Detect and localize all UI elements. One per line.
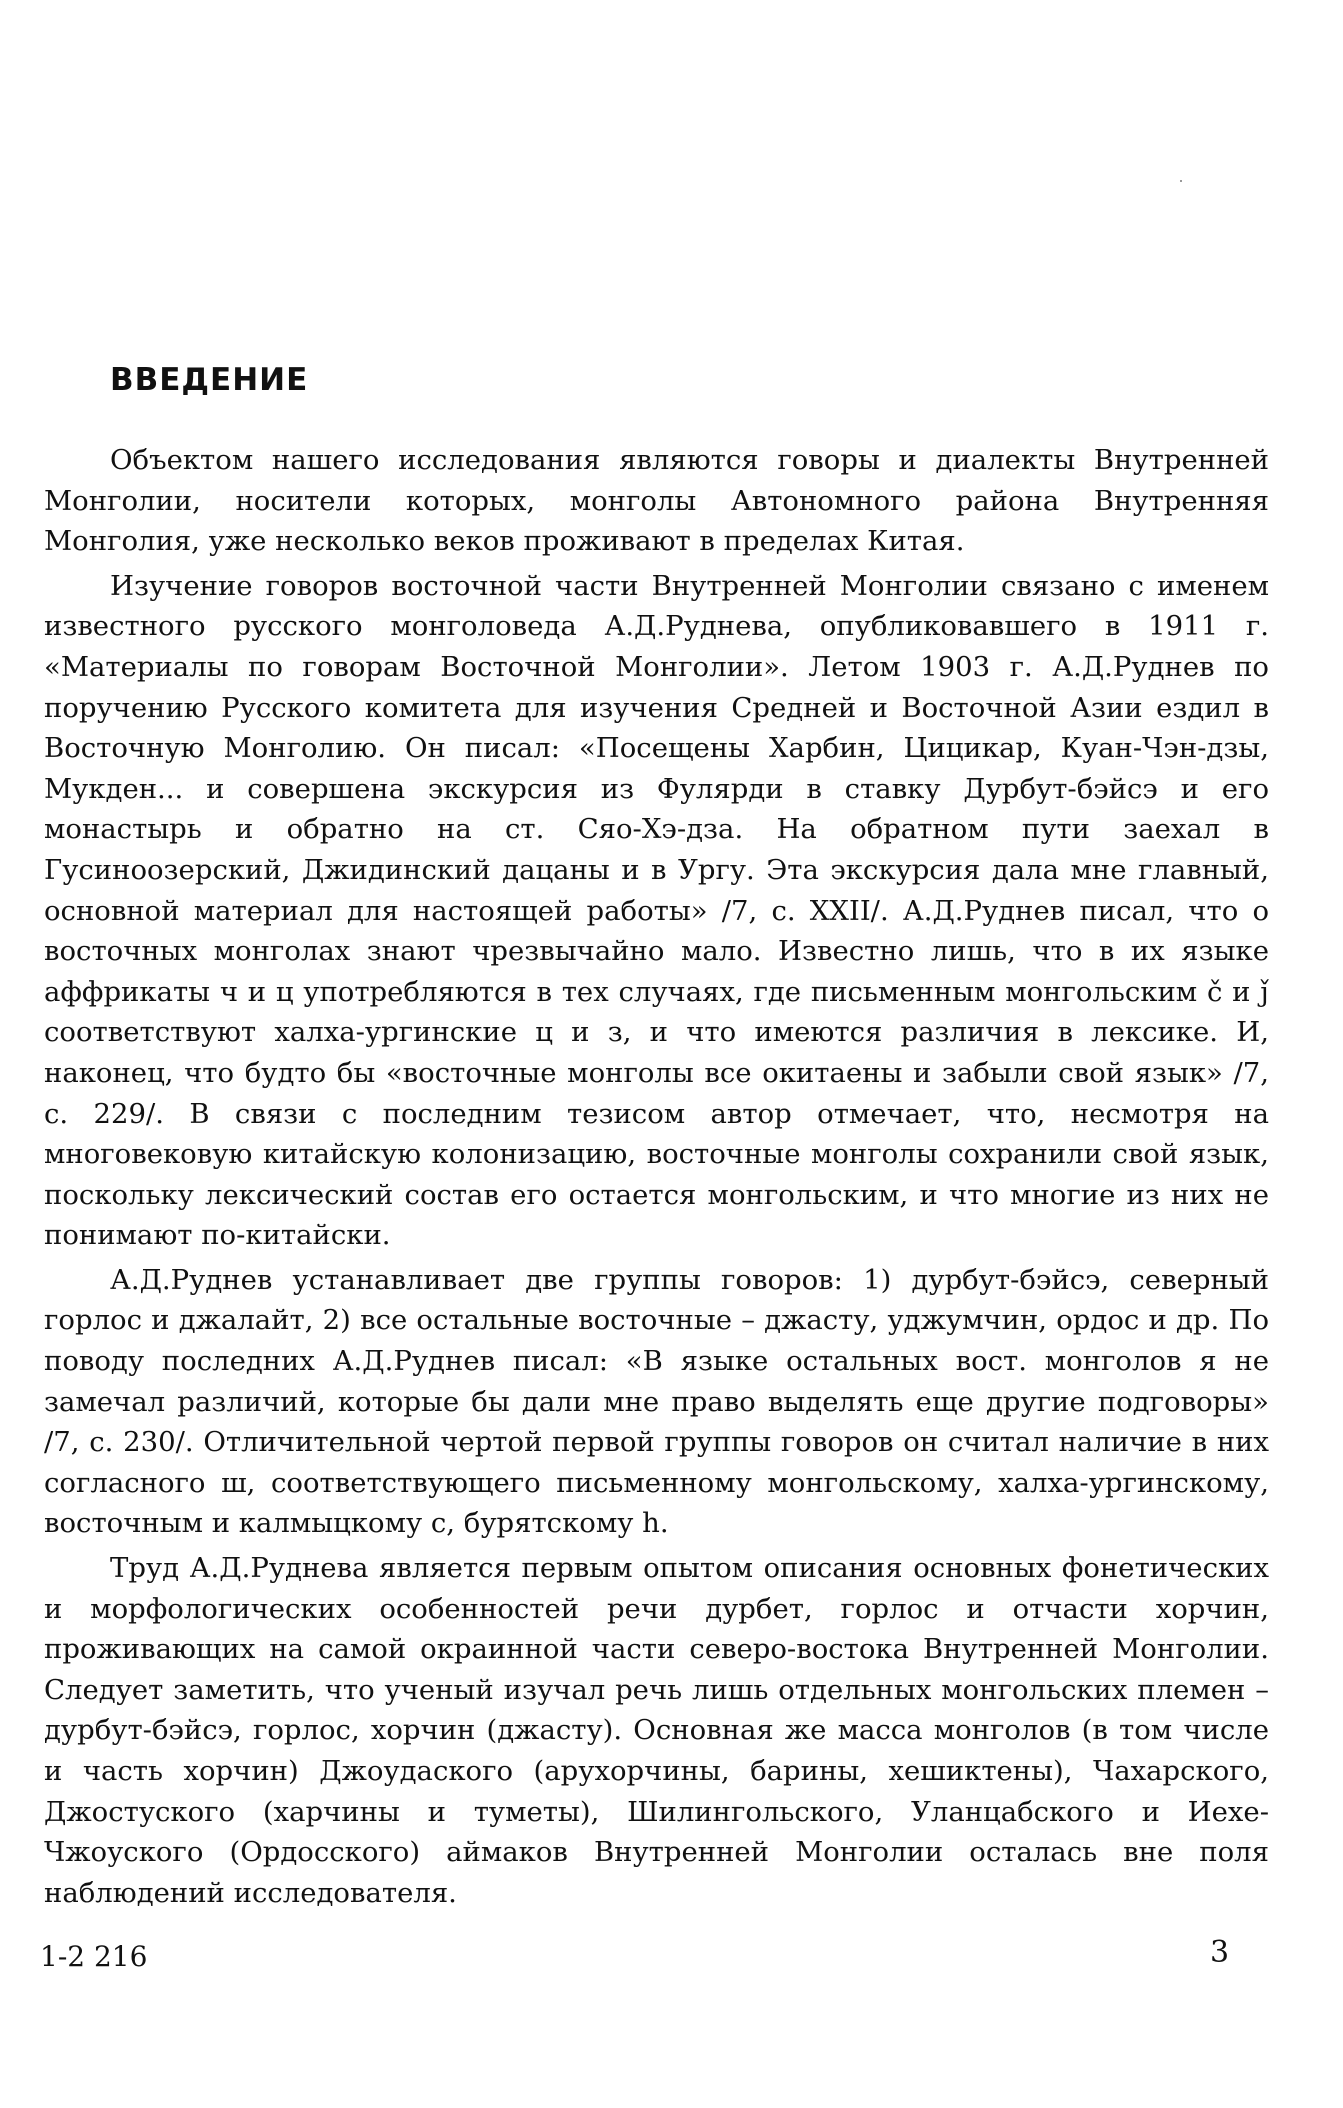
- printer-signature: 1-2 216: [40, 1940, 148, 1973]
- page-number: 3: [1210, 1935, 1230, 1970]
- paragraph: Изучение говоров восточной части Внутренней Монголии связано с именем известного русского монголоведа А.Д.Руднева, опубликовавшего в 1911 г. «Материалы по говорам Восточной Монголии». Летом 1903 г. А.Д.Руднев по поручению Русского комитета для изучения Средней и Восточной Азии ездил в Восточную Монголию. Он писал: «Посещены Харбин, Цицикар, Куан-Чэн-дзы, Мукден... и совершена экскурсия из Фулярди в ставку Дурбут-бэйсэ и его монастырь и обратно на ст. Сяо-Хэ-дза. На обратном пути заехал в Гусиноозерский, Джидинский дацаны и в Ургу. Эта экскурсия дала мне главный, основной материал для настоящей работы» /7, с. XXII/. А.Д.Руднев писал, что о восточных монголах знают чрезвычайно мало. Известно лишь, что в их языке аффрикаты ч и ц употребляются в тех случаях, где письменным монгольским č и ǰ соответствуют халха-ургинские ц и з, и что имеются различия в лексике. И, наконец, что будто бы «восточные монголы все окитаены и забыли свой язык» /7, с. 229/. В связи с последним тезисом автор отмечает, что, несмотря на многовековую китайскую колонизацию, восточные монголы сохранили свой язык, поскольку лексический состав его остается монгольским, и что многие из них не понимают по-китайски.: [44, 569, 1269, 1252]
- scan-speck: [1180, 180, 1182, 182]
- section-heading: ВВЕДЕНИЕ: [110, 362, 309, 398]
- paragraph: Труд А.Д.Руднева является первым опытом описания основных фонетических и морфологических особенностей речи дурбет, горлос и отчасти хорчин, проживающих на самой окраинной части северо-востока Внутренней Монголии. Следует заметить, что ученый изучал речь лишь отдельных монгольских племен – дурбут-бэйсэ, горлос, хорчин (джасту). Основная же масса монголов (в том числе и часть хорчин) Джоудаского (арухорчины, барины, хешиктены), Чахарского, Джостуского (харчины и туметы), Шилингольского, Уланцабского и Иехе-Чжоуского (Ордосского) аймаков Внутренней Монголии осталась вне поля наблюдений исследователя.: [44, 1552, 1269, 1909]
- paragraph: А.Д.Руднев устанавливает две группы говоров: 1) дурбут-бэйсэ, северный горлос и джалайт, 2) все остальные восточные – джасту, уджумчин, ордос и др. По поводу последних А.Д.Руднев писал: «В языке остальных вост. монголов я не замечал различий, которые бы дали мне право выделять еще другие подговоры» /7, с. 230/. Отличительной чертой первой группы говоров он считал наличие в них согласного ш, соответствующего письменному монгольскому, халха-ургинскому, восточным и калмыцкому с, бурятскому h.: [44, 1263, 1269, 1540]
- paragraph: Объектом нашего исследования являются говоры и диалекты Внутренней Монголии, носители которых, монголы Автономного района Внутренняя Монголия, уже несколько веков проживают в пределах Китая.: [44, 444, 1269, 558]
- body-text: [44, 440, 1269, 1917]
